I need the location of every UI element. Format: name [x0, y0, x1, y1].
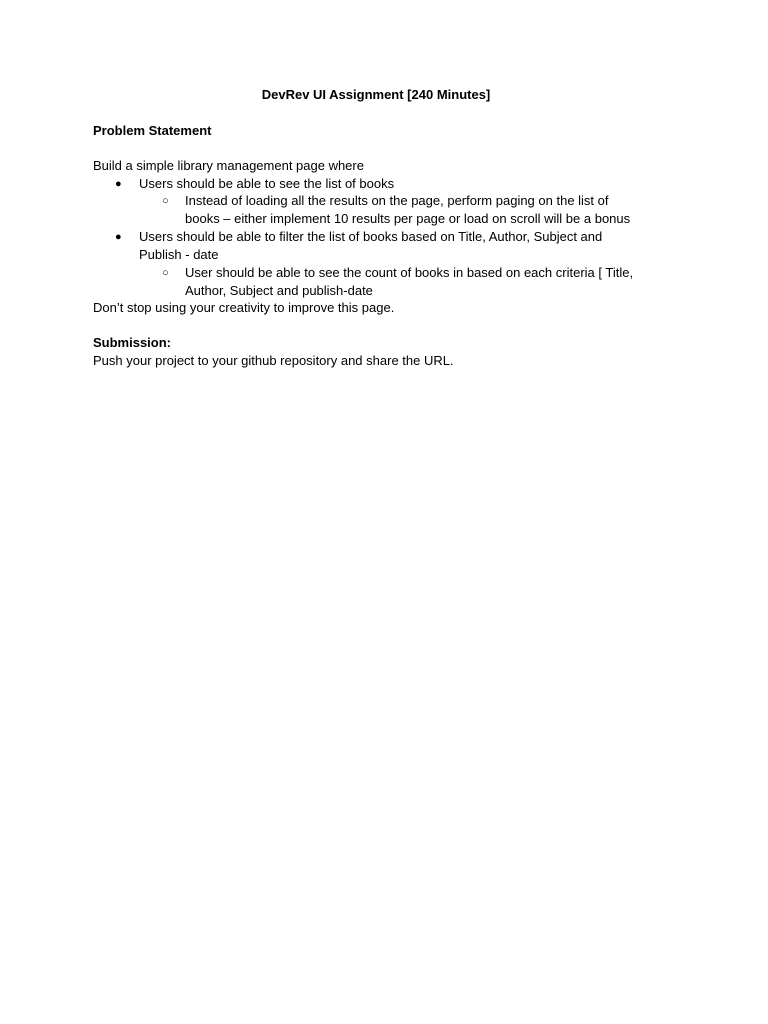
submission-text: Push your project to your github repository and share the URL.	[93, 353, 454, 368]
submission-heading: Submission:	[93, 335, 172, 350]
bullet-text: Users should be able to filter the list of books based on Title, Author, Subject and	[139, 229, 603, 244]
bullet-text: Publish - date	[139, 247, 219, 262]
sub-bullet-circle-icon: ○	[162, 267, 169, 279]
problem-statement-heading: Problem Statement	[93, 123, 212, 138]
bullet-text: Users should be able to see the list of books	[139, 176, 395, 191]
sub-bullet-text: books – either implement 10 results per page or load on scroll will be a bonus	[185, 211, 631, 226]
bullet-dot-icon: ●	[115, 178, 122, 190]
sub-bullet-text: Instead of loading all the results on the page, perform paging on the list of	[185, 193, 609, 208]
bullet-dot-icon: ●	[115, 231, 122, 243]
closing-text: Don’t stop using your creativity to improve this page.	[93, 300, 395, 315]
sub-bullet-circle-icon: ○	[162, 195, 169, 207]
intro-text: Build a simple library management page where	[93, 158, 364, 173]
document-title: DevRev UI Assignment [240 Minutes]	[261, 87, 491, 102]
sub-bullet-text: User should be able to see the count of books in based on each criteria [ Title,	[185, 265, 634, 280]
sub-bullet-text: Author, Subject and publish-date	[185, 283, 373, 298]
